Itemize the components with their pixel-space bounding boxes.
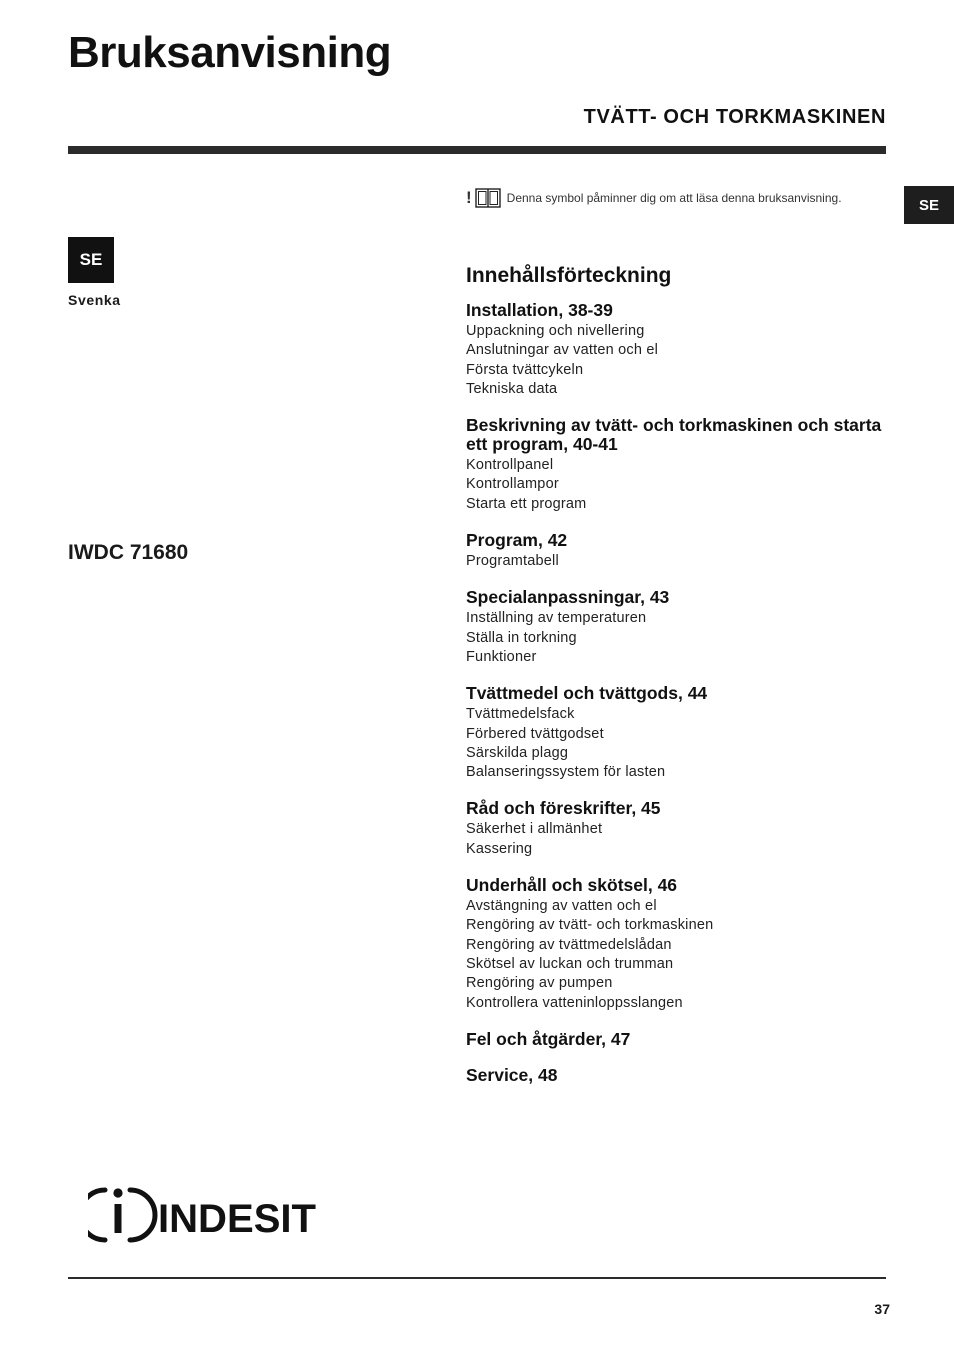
toc-section	[466, 588, 896, 667]
toc-item: Rengöring av pumpen	[466, 975, 613, 992]
toc-section	[466, 301, 896, 399]
toc-item: Kontrollera vatteninloppsslangen	[466, 994, 683, 1011]
toc-section-title: Fel och åtgärder, 47	[466, 1028, 631, 1049]
toc-item: Kontrollampor	[466, 476, 559, 493]
toc-section-title: Råd och föreskrifter, 45	[466, 798, 661, 819]
toc-item: Balanseringssystem för lasten	[466, 764, 666, 781]
toc-heading: Innehållsförteckning	[466, 264, 672, 287]
toc-section	[466, 1030, 896, 1049]
book-icon	[475, 187, 501, 209]
toc-item: Starta ett program	[466, 495, 587, 512]
toc-section-title: Service, 48	[466, 1064, 558, 1085]
language-side-tab: SE	[904, 186, 954, 224]
read-manual-notice	[466, 186, 886, 210]
language-label: Svenka	[68, 292, 121, 308]
toc-section-title: Program, 42	[466, 530, 568, 551]
toc-section-title: Specialanpassningar, 43	[466, 587, 670, 608]
toc-section	[466, 531, 896, 571]
product-subtitle: TVÄTT- OCH TORKMASKINEN	[583, 106, 886, 128]
toc-item: Anslutningar av vatten och el	[466, 342, 658, 359]
indesit-logo-icon	[88, 1182, 320, 1246]
toc-item: Kassering	[466, 840, 533, 857]
toc-section	[466, 1066, 896, 1085]
toc-item: Kontrollpanel	[466, 457, 554, 474]
toc-section	[466, 876, 896, 1013]
notice-text: Denna symbol påminner dig om att läsa denna bruksanvisning.	[506, 191, 842, 205]
toc-item: Funktioner	[466, 648, 537, 665]
toc-section	[466, 416, 896, 514]
toc-item: Ställa in torkning	[466, 629, 577, 646]
toc-item: Inställning av temperaturen	[466, 610, 647, 627]
top-divider	[68, 146, 886, 154]
page-title: Bruksanvisning	[68, 28, 392, 77]
toc-item: Rengöring av tvättmedelslådan	[466, 936, 672, 953]
toc-section-title: Tvättmedel och tvättgods, 44	[466, 683, 708, 704]
toc-item: Förbered tvättgodset	[466, 725, 604, 742]
toc-section-title: Installation, 38-39	[466, 300, 613, 320]
toc-item: Särskilda plagg	[466, 744, 569, 761]
toc-section	[466, 799, 896, 859]
table-of-contents	[466, 264, 896, 1102]
toc-item: Uppackning och nivellering	[466, 323, 645, 339]
model-number: IWDC 71680	[68, 541, 189, 564]
toc-item: Avstängning av vatten och el	[466, 898, 657, 915]
exclamation-mark: !	[466, 188, 472, 207]
page-number: 37	[874, 1301, 890, 1317]
toc-item: Programtabell	[466, 553, 559, 570]
toc-item: Tekniska data	[466, 380, 558, 397]
toc-item: Tvättmedelsfack	[466, 706, 575, 723]
toc-item: Skötsel av luckan och trumman	[466, 955, 674, 972]
toc-item: Första tvättcykeln	[466, 361, 584, 378]
toc-item: Rengöring av tvätt- och torkmaskinen	[466, 917, 714, 934]
toc-item: Säkerhet i allmänhet	[466, 821, 603, 838]
toc-section-title: Beskrivning av tvätt- och torkmaskinen och starta ett program, 40-41	[466, 415, 882, 455]
toc-section	[466, 684, 896, 782]
bottom-divider	[68, 1277, 886, 1279]
toc-sections	[466, 301, 896, 1085]
brand-name: INDESIT	[158, 1197, 316, 1241]
language-code-badge: SE	[68, 237, 114, 283]
toc-section-title: Underhåll och skötsel, 46	[466, 875, 678, 896]
